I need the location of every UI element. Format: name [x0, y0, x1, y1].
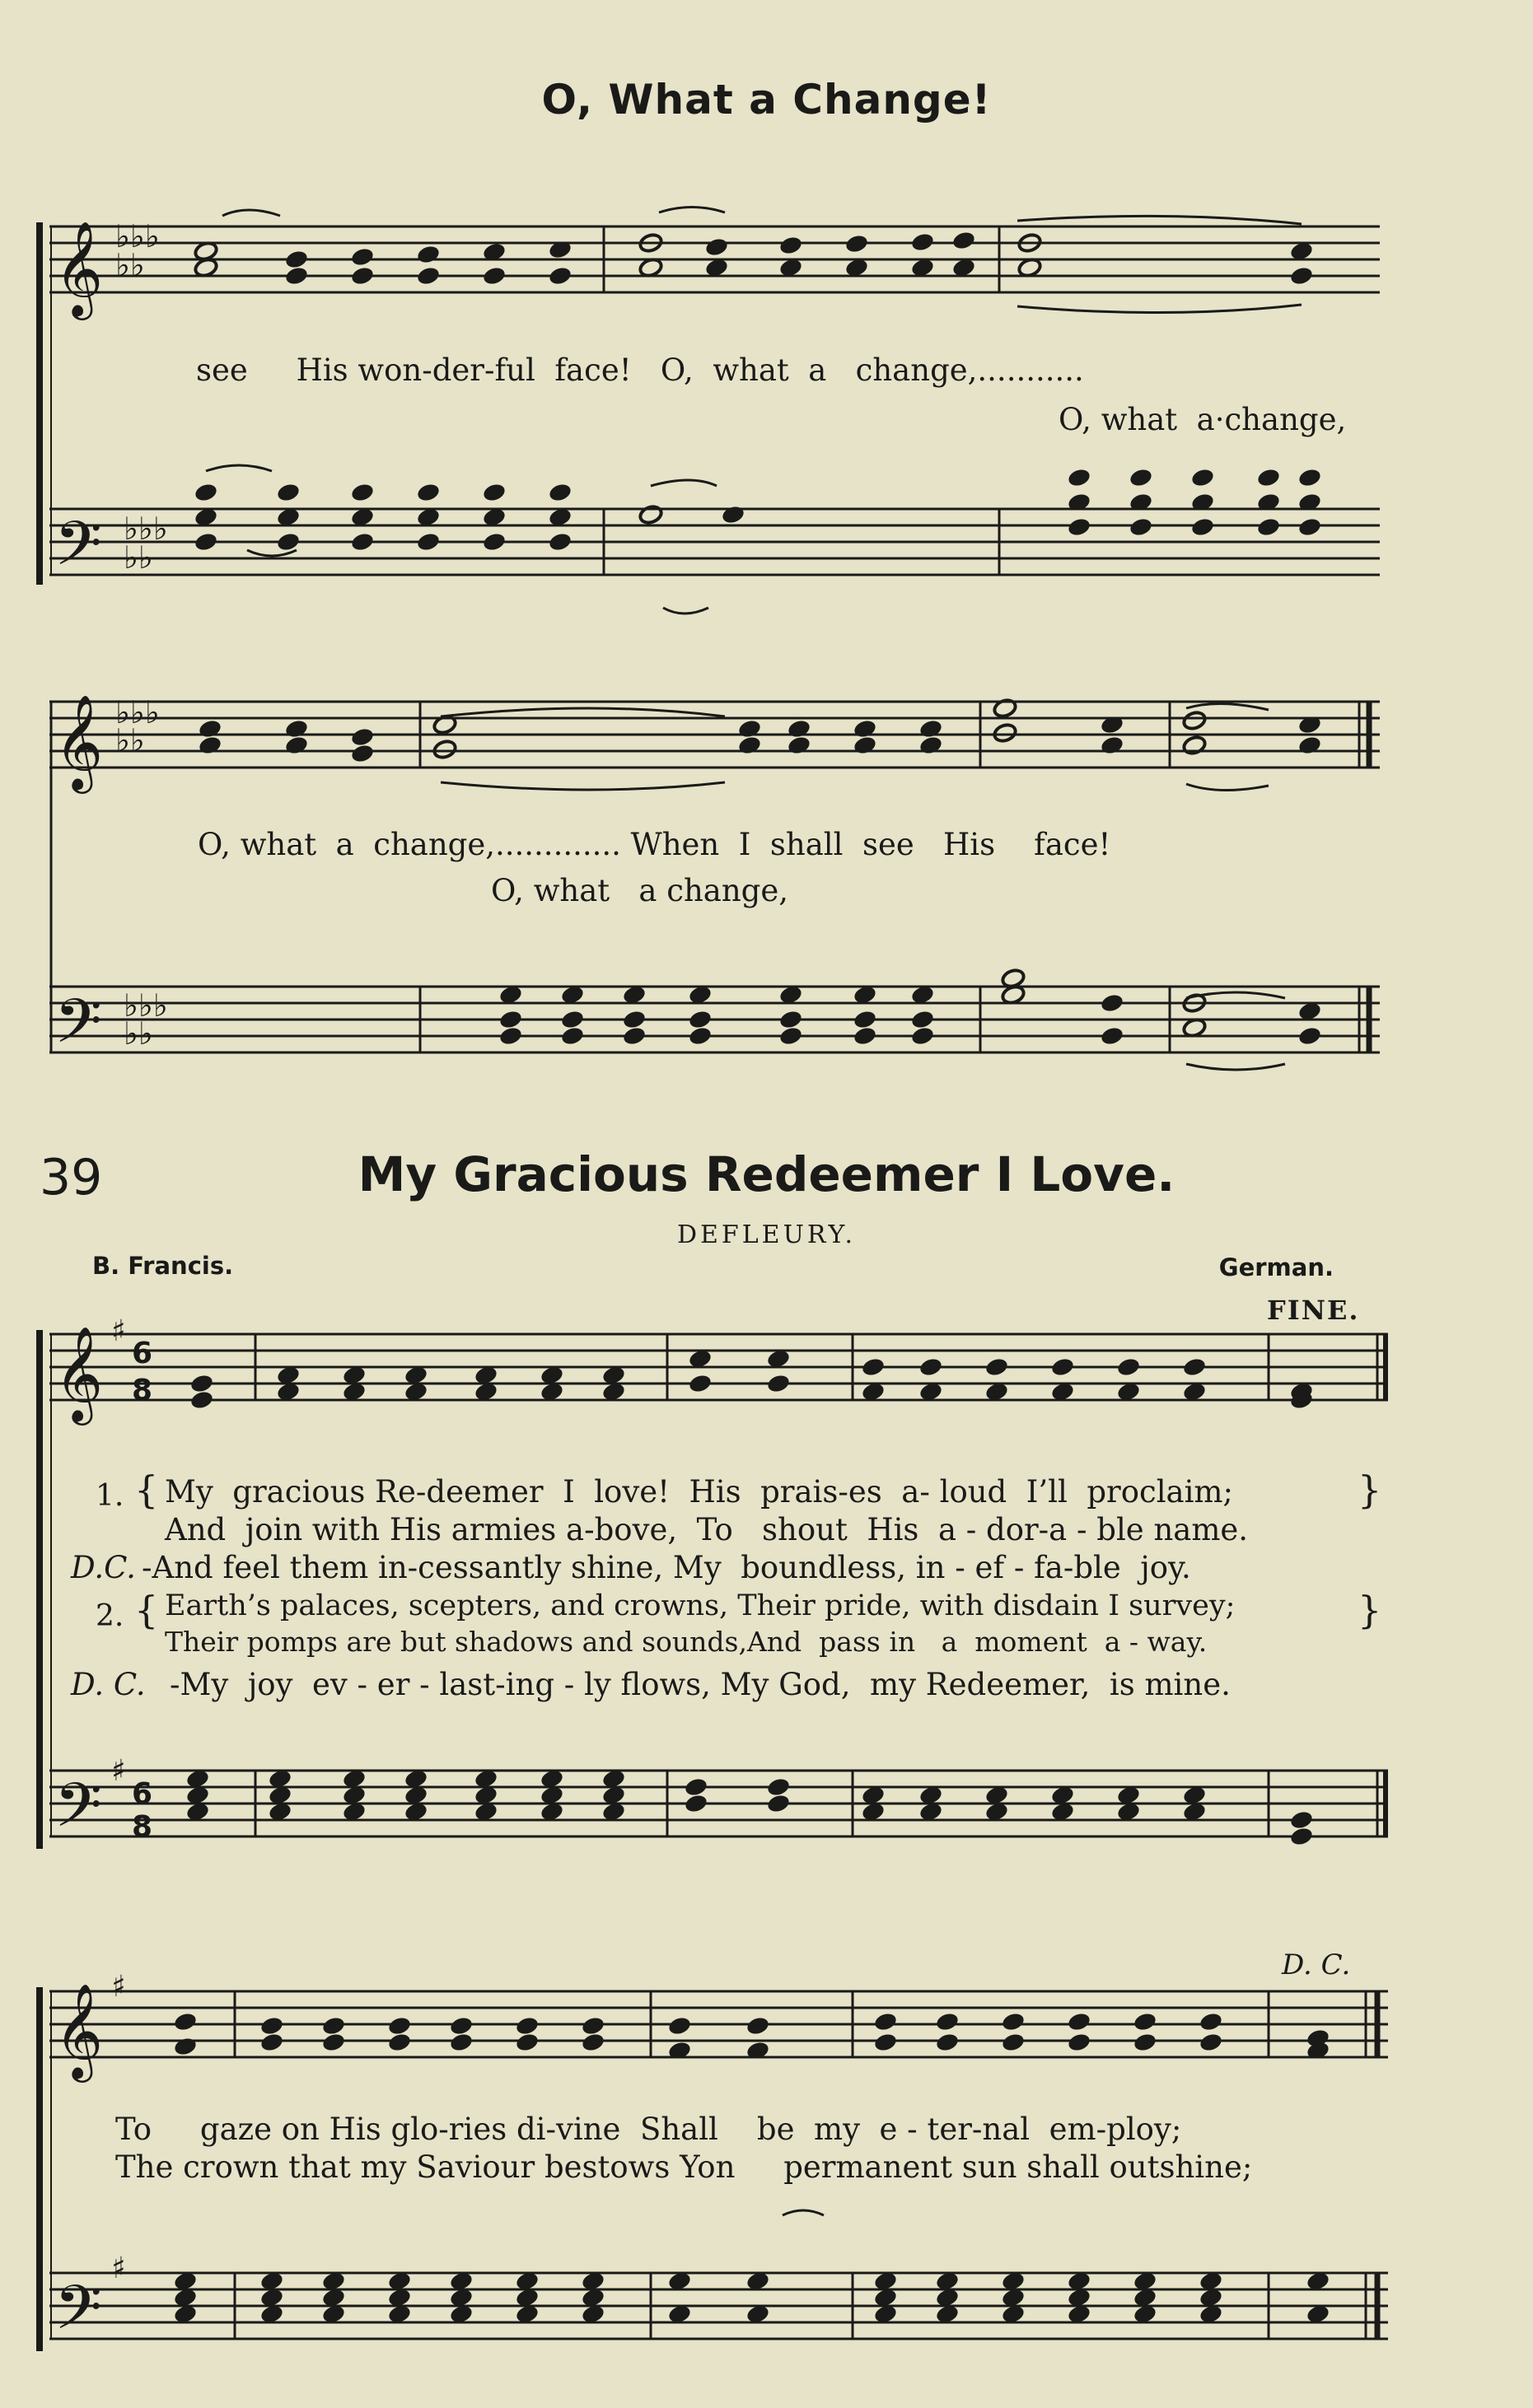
- staff-bass-2: [49, 987, 1380, 1052]
- notehead: [1067, 2032, 1092, 2053]
- verse-2-line-1: Earth’s palaces, scepters, and crowns, Their pride, with disdain I survey;: [165, 1589, 1236, 1622]
- notehead: [688, 1373, 713, 1394]
- notehead: [1100, 735, 1125, 756]
- notehead: [853, 718, 878, 740]
- notehead: [194, 531, 219, 553]
- notehead: [482, 482, 507, 503]
- notehead: [737, 718, 763, 740]
- notehead: [778, 1025, 804, 1047]
- notehead: [498, 1025, 524, 1047]
- notehead: [387, 2032, 413, 2053]
- notehead: [918, 735, 944, 756]
- notehead: [194, 482, 219, 503]
- notehead: [853, 735, 878, 756]
- notehead: [515, 2032, 540, 2053]
- notehead: [667, 2015, 693, 2037]
- notehead: [1001, 2032, 1026, 2053]
- notehead: [853, 1025, 878, 1047]
- hymn-title-39: My Gracious Redeemer I Love.: [358, 1146, 1175, 1202]
- svg-text:♭♭♭: ♭♭♭: [124, 511, 168, 547]
- notehead: [581, 2015, 606, 2037]
- notehead: [276, 531, 301, 553]
- notehead: [853, 1009, 878, 1030]
- notehead: [951, 230, 977, 251]
- notehead: [482, 531, 507, 553]
- notehead: [1297, 516, 1323, 538]
- notehead: [984, 1356, 1010, 1378]
- notehead: [1116, 1356, 1142, 1378]
- svg-text:♭♭: ♭♭: [124, 539, 153, 576]
- notehead: [173, 2036, 199, 2057]
- svg-text:8: 8: [132, 1374, 153, 1407]
- staff-treble-4: [49, 1991, 1388, 2057]
- notehead: [432, 739, 458, 760]
- notehead: [1297, 735, 1323, 756]
- notehead: [873, 2032, 899, 2053]
- svg-text:6: 6: [132, 1777, 153, 1811]
- notehead: [581, 2032, 606, 2053]
- notehead: [1050, 1356, 1076, 1378]
- hymn1-lyric-line-1: see His won-der-ful face! O, what a change,...........: [196, 352, 1084, 388]
- notehead: [918, 1356, 944, 1378]
- notehead: [1067, 467, 1092, 488]
- notehead: [1199, 2032, 1224, 2053]
- notehead: [350, 531, 376, 553]
- notehead: [350, 265, 376, 287]
- svg-text:♯: ♯: [111, 1314, 126, 1348]
- author-credit: B. Francis.: [92, 1252, 234, 1280]
- staff-bass-4: [49, 2273, 1388, 2339]
- svg-text:𝄢: 𝄢: [54, 986, 102, 1072]
- notehead: [173, 2011, 199, 2032]
- notehead: [198, 735, 223, 756]
- notehead: [548, 531, 573, 553]
- notehead: [284, 718, 310, 740]
- notehead: [1129, 516, 1154, 538]
- brace-right-2: }: [1358, 1588, 1382, 1632]
- notehead: [482, 265, 507, 287]
- notehead: [766, 1793, 792, 1814]
- verse-2-line-2: Their pomps are but shadows and sounds,And pass in a moment a - way.: [165, 1626, 1208, 1658]
- notehead: [548, 265, 573, 287]
- da-capo-mark: D. C.: [1282, 1948, 1351, 1981]
- notehead: [284, 249, 310, 270]
- origin-credit: German.: [1218, 1253, 1334, 1281]
- notehead: [684, 1776, 709, 1798]
- notehead: [745, 2015, 771, 2037]
- verse-1-line-1: My gracious Re-deemer I love! His prais-es a- loud I’ll proclaim;: [165, 1474, 1233, 1510]
- staff-bass-1: [49, 509, 1380, 575]
- notehead: [993, 722, 1018, 744]
- svg-text:♭♭: ♭♭: [124, 1015, 153, 1052]
- notehead: [1133, 2032, 1158, 2053]
- staff-treble-1: [49, 226, 1380, 292]
- notehead: [918, 718, 944, 740]
- notehead: [350, 246, 376, 268]
- svg-text:𝄞: 𝄞: [54, 1325, 104, 1421]
- notehead: [844, 233, 870, 254]
- svg-text:♭♭♭: ♭♭♭: [124, 987, 168, 1024]
- notehead: [704, 236, 730, 258]
- svg-text:𝄞: 𝄞: [54, 1982, 104, 2079]
- notehead: [1199, 2011, 1224, 2032]
- verse-1-dc-line: -And feel them in-cessantly shine, My boundless, in - ef - fa-ble joy.: [142, 1550, 1191, 1585]
- verse-2-dc-label: D. C.: [71, 1667, 146, 1702]
- notehead: [622, 1025, 647, 1047]
- hymn1-alto-lyric-2: O, what a change,: [491, 873, 789, 908]
- notehead: [284, 735, 310, 756]
- notehead: [416, 531, 442, 553]
- svg-text:♯: ♯: [111, 1970, 126, 2004]
- notehead: [1100, 1025, 1125, 1047]
- svg-text:♭♭: ♭♭: [115, 722, 145, 758]
- notehead: [189, 1373, 215, 1394]
- notehead: [1190, 467, 1216, 488]
- svg-text:♭♭: ♭♭: [115, 247, 145, 283]
- notehead: [350, 482, 376, 503]
- notehead: [1067, 516, 1092, 538]
- notehead: [778, 1009, 804, 1030]
- tune-name: DEFLEURY.: [676, 1220, 856, 1249]
- hymn1-alto-lyric-1: O, what a·change,: [1059, 402, 1347, 437]
- notehead: [935, 2011, 960, 2032]
- notehead: [321, 2032, 347, 2053]
- notehead: [1182, 735, 1208, 756]
- verse-2-number: 2.: [96, 1599, 124, 1633]
- notehead: [910, 231, 936, 253]
- notehead: [1129, 467, 1154, 488]
- notehead: [1297, 467, 1323, 488]
- notehead: [778, 235, 804, 256]
- verse-1-line-2: And join with His armies a-bove, To shout His a - dor-a - ble name.: [165, 1512, 1249, 1547]
- staff-bass-3: [49, 1771, 1388, 1836]
- notehead: [1182, 1356, 1208, 1378]
- notehead: [276, 482, 301, 503]
- brace-right-1: }: [1358, 1468, 1382, 1512]
- notehead: [787, 718, 812, 740]
- brace-left-1: {: [134, 1468, 159, 1512]
- notehead: [1001, 2011, 1026, 2032]
- notehead: [1182, 710, 1208, 731]
- hymn1-lyric-line-2: O, what a change,............. When I shall see His face!: [198, 827, 1111, 862]
- notehead: [189, 1389, 215, 1411]
- notehead: [766, 1373, 792, 1394]
- fine-mark: FINE.: [1267, 1295, 1360, 1326]
- notehead: [910, 1009, 936, 1030]
- verse-1-number: 1.: [96, 1479, 124, 1513]
- notehead: [1190, 516, 1216, 538]
- notehead: [1297, 1025, 1323, 1047]
- notehead: [622, 1009, 647, 1030]
- notehead: [350, 743, 376, 764]
- verse-1-dc-label: D.C.: [71, 1550, 136, 1585]
- notehead: [259, 2015, 285, 2037]
- notehead: [321, 2015, 347, 2037]
- hymn-number: 39: [40, 1149, 103, 1206]
- notehead: [737, 735, 763, 756]
- notehead: [721, 504, 746, 525]
- notehead: [350, 726, 376, 748]
- notehead: [560, 1009, 586, 1030]
- hymn39-lyric-line-2: The crown that my Saviour bestows Yon permanent sun shall outshine;: [115, 2149, 1253, 2185]
- svg-text:𝄢: 𝄢: [54, 2272, 102, 2359]
- svg-text:♯: ♯: [111, 1754, 126, 1788]
- svg-text:8: 8: [132, 1810, 153, 1844]
- notehead: [638, 504, 664, 525]
- notehead: [416, 244, 442, 265]
- notehead: [1100, 992, 1125, 1014]
- brace-left-2: {: [134, 1588, 159, 1632]
- svg-text:♭♭♭: ♭♭♭: [115, 218, 160, 254]
- svg-text:𝄢: 𝄢: [54, 508, 102, 595]
- notehead: [861, 1356, 886, 1378]
- notehead: [449, 2032, 474, 2053]
- notehead: [1133, 2011, 1158, 2032]
- notehead: [688, 1025, 713, 1047]
- notehead: [766, 1776, 792, 1798]
- notehead: [1067, 2011, 1092, 2032]
- hymn-title: O, What a Change!: [541, 76, 992, 124]
- notehead: [688, 1009, 713, 1030]
- notehead: [910, 1025, 936, 1047]
- hymn39-lyric-line-1: To gaze on His glo-ries di-vine Shall be my e - ter-nal em-ploy;: [115, 2112, 1182, 2147]
- notehead: [416, 265, 442, 287]
- notehead: [935, 2032, 960, 2053]
- notehead: [1289, 1826, 1315, 1847]
- notehead: [873, 2011, 899, 2032]
- staff-treble-2: [49, 702, 1380, 768]
- svg-text:𝄞: 𝄞: [54, 693, 104, 790]
- notehead: [560, 1025, 586, 1047]
- notehead: [787, 735, 812, 756]
- notehead: [1289, 1809, 1315, 1831]
- notehead: [1289, 265, 1315, 287]
- svg-text:♯: ♯: [111, 2252, 126, 2285]
- notehead: [416, 482, 442, 503]
- notehead: [387, 2015, 413, 2037]
- notehead: [198, 718, 223, 740]
- notehead: [498, 1009, 524, 1030]
- notehead: [684, 1793, 709, 1814]
- svg-text:6: 6: [132, 1337, 153, 1370]
- notehead: [548, 482, 573, 503]
- notehead: [1256, 516, 1282, 538]
- svg-text:♭♭♭: ♭♭♭: [115, 694, 160, 730]
- notehead: [515, 2015, 540, 2037]
- notehead: [284, 265, 310, 287]
- notehead: [449, 2015, 474, 2037]
- notehead: [259, 2032, 285, 2053]
- verse-2-dc-line: -My joy ev - er - last-ing - ly flows, My God, my Redeemer, is mine.: [170, 1667, 1231, 1702]
- svg-text:𝄞: 𝄞: [54, 220, 104, 316]
- notehead: [1256, 467, 1282, 488]
- svg-text:𝄢: 𝄢: [54, 1770, 102, 1856]
